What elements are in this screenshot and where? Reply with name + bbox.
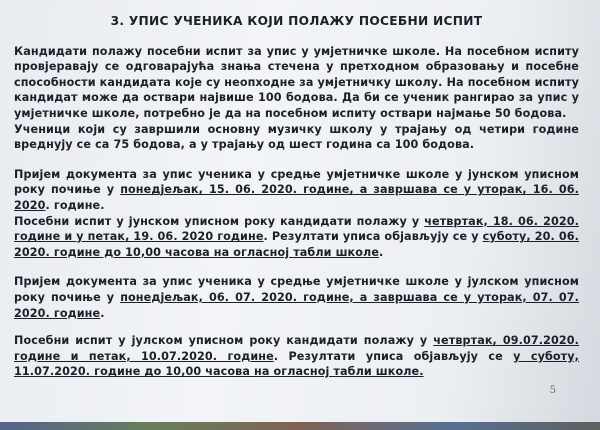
june-results-date: суботу, 20. 06. 2020. године до 10,00 часова на огласној табли школе	[14, 230, 579, 259]
july-documents-dates: понедјељак, 06. 07. 2020. године, а завршава се у уторак, 07. 07. 2020. године	[14, 290, 579, 320]
document-content	[14, 14, 579, 380]
paragraph-june-exam: Посебни испит у јунском уписном року кандидати полажу у четвртак, 18. 06. 2020. године и у петак, 19. 06. 2020 године. Резултати уписа објављују се у суботу, 20. 06. 2020. године до 10,00 часова на огласној табли школе.	[14, 214, 579, 259]
paragraph-july-documents: Пријем документа за упис ученика у средње умјетничке школе у јулском уписном року почиње у понедјељак, 06. 07. 2020. године, а завршава се у уторак, 07. 07. 2020. године.	[14, 275, 579, 320]
taskbar-strip	[0, 422, 600, 430]
page-number: 5	[549, 385, 556, 396]
section-title: 3. УПИС УЧЕНИКА КОЈИ ПОЛАЖУ ПОСЕБНИ ИСПИТ	[110, 14, 483, 28]
june-documents-dates: понедјељак, 15. 06. 2020. године, а завршава се у уторак, 16. 06. 2020	[14, 183, 579, 212]
june-exam-dates: четвртак, 18. 06. 2020. године и у петак, 19. 06. 2020 године	[14, 214, 579, 244]
july-exam-dates: четвртак, 09.07.2020. године и петак, 10.07.2020. године	[14, 334, 579, 363]
paragraph-music-school-points: Ученици који су завршили основну музичку школу у трајању од четири године вреднују се са 75 бодова, а у трајању од шест година са 100 бодова.	[14, 122, 579, 152]
paragraph-june-documents: Пријем документа за упис ученика у средње умјетничке школе у јунском уписном року почиње у понедјељак, 15. 06. 2020. године, а завршава се у уторак, 16. 06. 2020. године.	[14, 167, 579, 212]
paragraph-special-exam-intro: Кандидати полажу посебни испит за упис у умјетничке школе. На посебном испиту провјеравају се одговарајућа знања стечена у претходном образовању и посебне способности кандидата које су неопходне за умјетничку школу. На посебном испиту кандидат може да оствари највише 100 бодова. Да би се ученик рангирао за упис у умјетничке школе, потребно је да на посебном испиту оствари најмање 50 бодова.	[14, 44, 579, 120]
july-results-date: у суботу, 11.07.2020. године до 10,00 часова на огласној табли школе.	[14, 349, 579, 379]
paragraph-july-exam: Посебни испит у јулском уписном року кандидати полажу у четвртак, 09.07.2020. године и петак, 10.07.2020. године. Резултати уписа објављују се у суботу, 11.07.2020. године до 10,00 часова на огласној табли школе.	[14, 334, 579, 379]
